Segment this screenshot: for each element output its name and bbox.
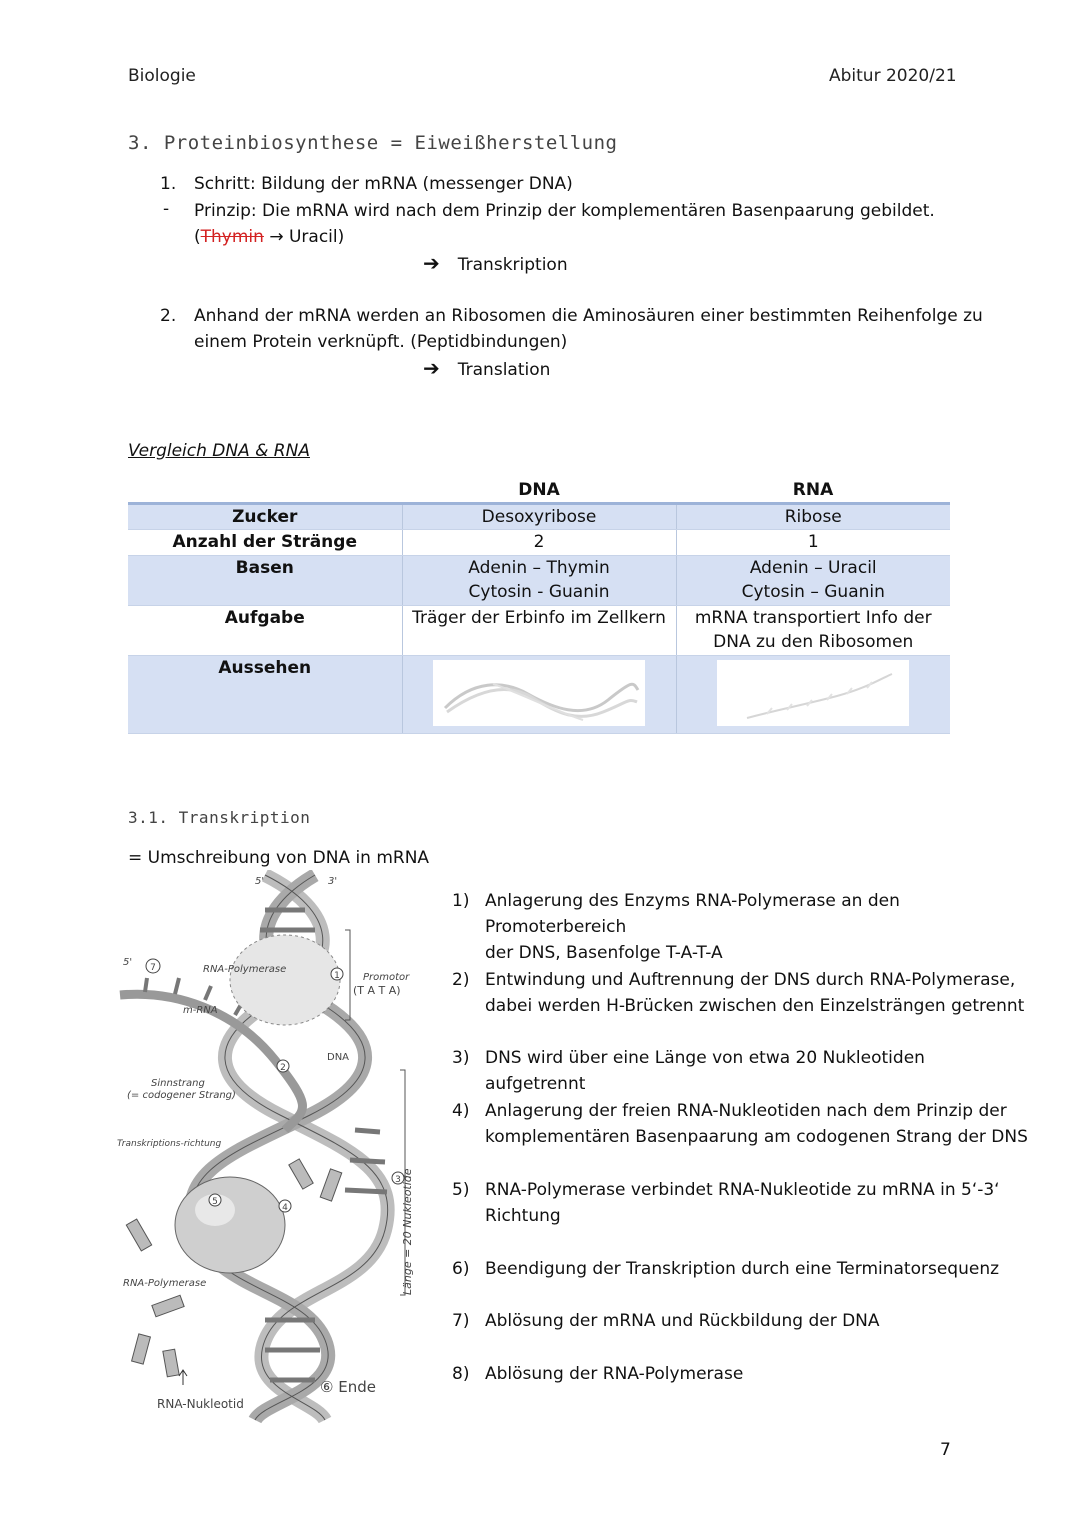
row-label-zucker: Zucker (128, 503, 402, 530)
svg-text:3: 3 (395, 1175, 401, 1185)
cell-dna-aufgabe: Träger der Erbinfo im Zellkern (402, 605, 676, 655)
step-2-number: 2. (160, 306, 177, 326)
subsection-title: 3.1. Transkription (128, 808, 311, 827)
section-title: 3. Proteinbiosynthese = Eiweißherstellung (128, 132, 618, 154)
diagram-label-transkriptionsrichtung: Transkriptions-richtung (117, 1139, 222, 1149)
step-text-cont: komplementären Basenpaarung am codogenen Strang der DNS (485, 1127, 1028, 1147)
diagram-label-mrna: m-RNA (183, 1005, 218, 1016)
diagram-label-laenge: Länge = 20 Nukleotide (401, 1168, 414, 1295)
step-2-result (423, 355, 550, 383)
step-number: 3) (452, 1048, 470, 1068)
transcription-definition: = Umschreibung von DNA in mRNA (128, 848, 430, 868)
diagram-label-ende: ⑥ Ende (320, 1378, 376, 1396)
cell-dna-basen-1: Adenin – Thymin (468, 557, 610, 578)
cell-dna-zucker: Desoxyribose (402, 503, 676, 530)
cell-rna-zucker: Ribose (676, 503, 950, 530)
step-number: 1) (452, 891, 470, 911)
step-text: Ablösung der mRNA und Rückbildung der DNA (485, 1311, 880, 1331)
transkription-label: Transkription (457, 255, 568, 275)
diagram-label-promotor: Promotor (363, 972, 410, 983)
step-text-cont: dabei werden H-Brücken zwischen den Einzelsträngen getrennt (485, 996, 1025, 1016)
svg-text:4: 4 (282, 1203, 288, 1213)
page-number: 7 (940, 1440, 951, 1460)
cell-dna-aussehen (402, 655, 676, 734)
step-number: 2) (452, 970, 470, 990)
cell-rna-aufgabe (676, 605, 950, 655)
comparison-table (128, 477, 950, 734)
note-open: ( (194, 227, 201, 247)
svg-text:1: 1 (334, 971, 340, 981)
step-text: RNA-Polymerase verbindet RNA-Nukleotide zu mRNA in 5‘-3‘ (485, 1180, 1000, 1200)
arrow-right-icon: ➔ (423, 356, 440, 380)
row-label-straenge: Anzahl der Stränge (128, 530, 402, 556)
step-1-principle-marker: - (163, 199, 170, 219)
table-row (128, 503, 950, 530)
table-header-rna: RNA (676, 477, 950, 503)
svg-text:5: 5 (212, 1197, 218, 1207)
diagram-label-sinnstrang: Sinnstrang (151, 1078, 205, 1089)
header-subject: Biologie (128, 66, 196, 86)
cell-rna-basen-1: Adenin – Uracil (749, 557, 877, 578)
step-text: Beendigung der Transkription durch eine Terminatorsequenz (485, 1259, 1000, 1279)
table-row (128, 555, 950, 605)
cell-rna-aufgabe-2: DNA zu den Ribosomen (713, 632, 914, 652)
diagram-label-tata: (T A T A) (353, 984, 401, 997)
cell-rna-straenge: 1 (676, 530, 950, 556)
step-2-line-2: einem Protein verknüpft. (Peptidbindungen) (194, 332, 568, 352)
step-1-result (423, 250, 568, 278)
step-1-principle: Prinzip: Die mRNA wird nach dem Prinzip der komplementären Basenpaarung gebildet. (194, 201, 935, 221)
struck-thymin: Thymin (200, 227, 264, 247)
step-1-number: 1. (160, 174, 177, 194)
row-label-basen: Basen (128, 555, 402, 605)
cell-rna-aufgabe-1: mRNA transportiert Info der (694, 607, 932, 628)
diagram-label-3prime-top: 3' (328, 876, 338, 887)
arrow-right-icon: ➔ (423, 251, 440, 275)
comparison-heading: Vergleich DNA & RNA (128, 441, 310, 461)
cell-dna-basen-2: Cytosin - Guanin (468, 582, 610, 602)
cell-dna-basen (402, 555, 676, 605)
note-rest: → Uracil) (263, 227, 345, 247)
step-text-cont: der DNS, Basenfolge T-A-T-A (485, 943, 723, 963)
transcription-diagram (115, 870, 425, 1425)
step-number: 8) (452, 1364, 470, 1384)
row-label-aussehen: Aussehen (128, 655, 402, 734)
cell-rna-basen (676, 555, 950, 605)
svg-text:7: 7 (150, 963, 156, 973)
header-course: Abitur 2020/21 (829, 66, 957, 86)
step-number: 4) (452, 1101, 470, 1121)
step-text: Anlagerung des Enzyms RNA-Polymerase an den Promoterbereich (485, 891, 900, 937)
step-1-text: Schritt: Bildung der mRNA (messenger DNA) (194, 174, 573, 194)
cell-rna-aussehen (676, 655, 950, 734)
translation-label: Translation (457, 360, 551, 380)
table-row (128, 530, 950, 556)
diagram-label-rna-polymerase: RNA-Polymerase (203, 964, 287, 975)
table-row (128, 655, 950, 734)
step-text: Ablösung der RNA-Polymerase (485, 1364, 744, 1384)
table-header-row (128, 477, 950, 503)
diagram-label-rna-polymerase-bottom: RNA-Polymerase (123, 1278, 207, 1289)
row-label-aufgabe: Aufgabe (128, 605, 402, 655)
table-header-empty (128, 477, 402, 503)
svg-text:2: 2 (280, 1063, 286, 1073)
step-text: Entwindung und Auftrennung der DNS durch RNA-Polymerase, (485, 970, 1016, 990)
cell-dna-straenge: 2 (402, 530, 676, 556)
step-text: DNS wird über eine Länge von etwa 20 Nukleotiden aufgetrennt (485, 1048, 925, 1094)
step-text: Anlagerung der freien RNA-Nukleotiden nach dem Prinzip der (485, 1101, 1007, 1121)
step-text-cont: Richtung (485, 1206, 561, 1226)
rna-single-strand-image (717, 660, 909, 726)
step-2-line-1: Anhand der mRNA werden an Ribosomen die Aminosäuren einer bestimmten Reihenfolge zu (194, 306, 983, 326)
step-number: 6) (452, 1259, 470, 1279)
dna-double-helix-image (433, 660, 645, 726)
step-number: 7) (452, 1311, 470, 1331)
step-number: 5) (452, 1180, 470, 1200)
table-row (128, 605, 950, 655)
diagram-label-dna: DNA (327, 1052, 350, 1063)
cell-rna-basen-2: Cytosin – Guanin (741, 582, 885, 602)
diagram-label-rna-nukleotid: RNA-Nukleotid (157, 1397, 244, 1411)
step-1-note (194, 224, 344, 250)
diagram-label-codogener: (= codogener Strang) (127, 1090, 236, 1101)
table-header-dna: DNA (402, 477, 676, 503)
diagram-label-5prime-top: 5' (255, 876, 265, 887)
diagram-label-5prime-left: 5' (123, 957, 133, 968)
